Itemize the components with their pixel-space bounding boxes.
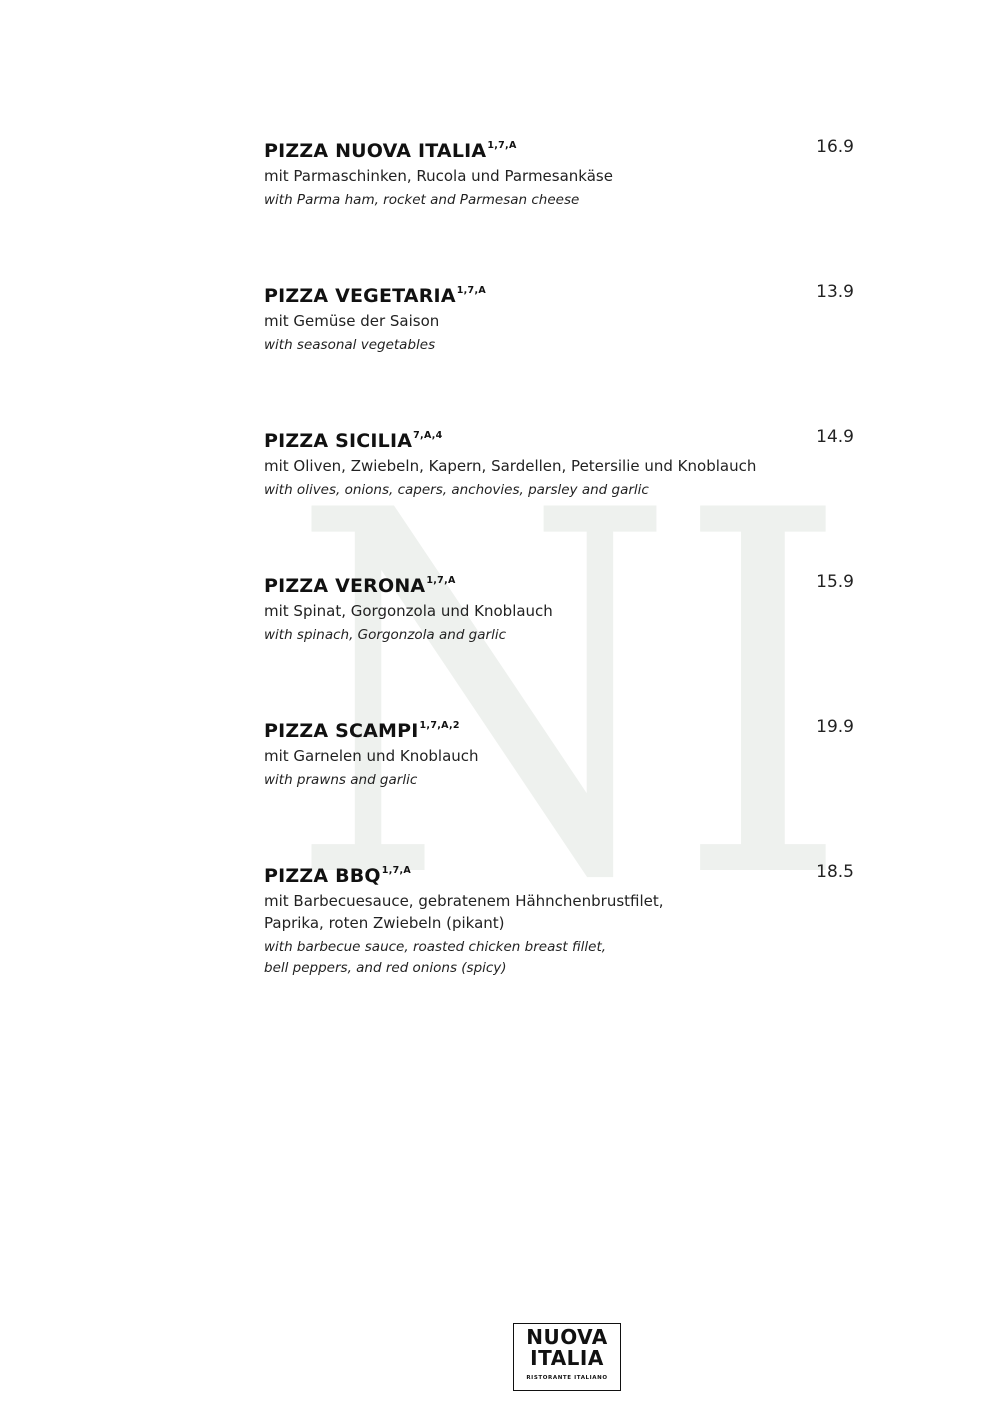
item-description-english: with seasonal vegetables (264, 337, 436, 353)
allergen-codes: 1,7,A,2 (419, 720, 460, 731)
item-title (264, 133, 854, 164)
menu-item (264, 713, 854, 858)
logo-wordmark-line2: ITALIA (530, 1346, 604, 1370)
allergen-codes: 1,7,A (456, 285, 487, 296)
item-name: PIZZA SICILIA (264, 430, 413, 452)
item-title (264, 713, 854, 744)
item-description-german: mit Barbecuesauce, gebratenem Hähnchenbrustfilet, Paprika, roten Zwiebeln (pikant) (264, 892, 664, 932)
item-name: PIZZA SCAMPI (264, 720, 419, 742)
menu-item (264, 278, 854, 423)
allergen-codes: 7,A,4 (413, 430, 443, 441)
item-title (264, 568, 854, 599)
restaurant-logo (513, 1323, 621, 1391)
item-description-german: mit Spinat, Gorgonzola und Knoblauch (264, 602, 553, 620)
item-name: PIZZA NUOVA ITALIA (264, 140, 487, 162)
allergen-codes: 1,7,A (487, 140, 517, 151)
svg-text:NI: NI (290, 480, 850, 900)
item-description-german: mit Gemüse der Saison (264, 312, 440, 330)
item-title (264, 278, 854, 309)
item-name: PIZZA VEGETARIA (264, 285, 456, 307)
item-price: 15.9 (816, 572, 854, 592)
allergen-codes: 1,7,A (426, 575, 456, 586)
logo-wordmark-line1: NUOVA (526, 1325, 608, 1349)
item-description-english: with olives, onions, capers, anchovies, parsley and garlic (264, 482, 649, 498)
item-title (264, 423, 854, 454)
item-description-english: with prawns and garlic (264, 772, 418, 788)
item-description-english: with Parma ham, rocket and Parmesan cheese (264, 192, 580, 208)
item-price: 14.9 (816, 427, 854, 447)
item-price: 13.9 (816, 282, 854, 302)
item-name: PIZZA VERONA (264, 575, 426, 597)
item-name: PIZZA BBQ (264, 865, 381, 887)
item-description-english: with barbecue sauce, roasted chicken breast fillet, bell peppers, and red onions (spicy) (264, 939, 607, 976)
logo-subtitle: RISTORANTE ITALIANO (526, 1375, 608, 1381)
item-description-german: mit Garnelen und Knoblauch (264, 747, 479, 765)
menu-item (264, 423, 854, 568)
item-price: 16.9 (816, 137, 854, 157)
item-price: 19.9 (816, 717, 854, 737)
item-description-german: mit Parmaschinken, Rucola und Parmesankäse (264, 167, 613, 185)
item-title (264, 858, 854, 889)
item-price: 18.5 (816, 862, 854, 882)
menu-item (264, 133, 854, 278)
menu-item (264, 858, 854, 1003)
menu-item (264, 568, 854, 713)
item-description-english: with spinach, Gorgonzola and garlic (264, 627, 506, 643)
pizza-menu (264, 133, 854, 1003)
item-description-german: mit Oliven, Zwiebeln, Kapern, Sardellen, Petersilie und Knoblauch (264, 457, 757, 475)
allergen-codes: 1,7,A (381, 865, 412, 876)
